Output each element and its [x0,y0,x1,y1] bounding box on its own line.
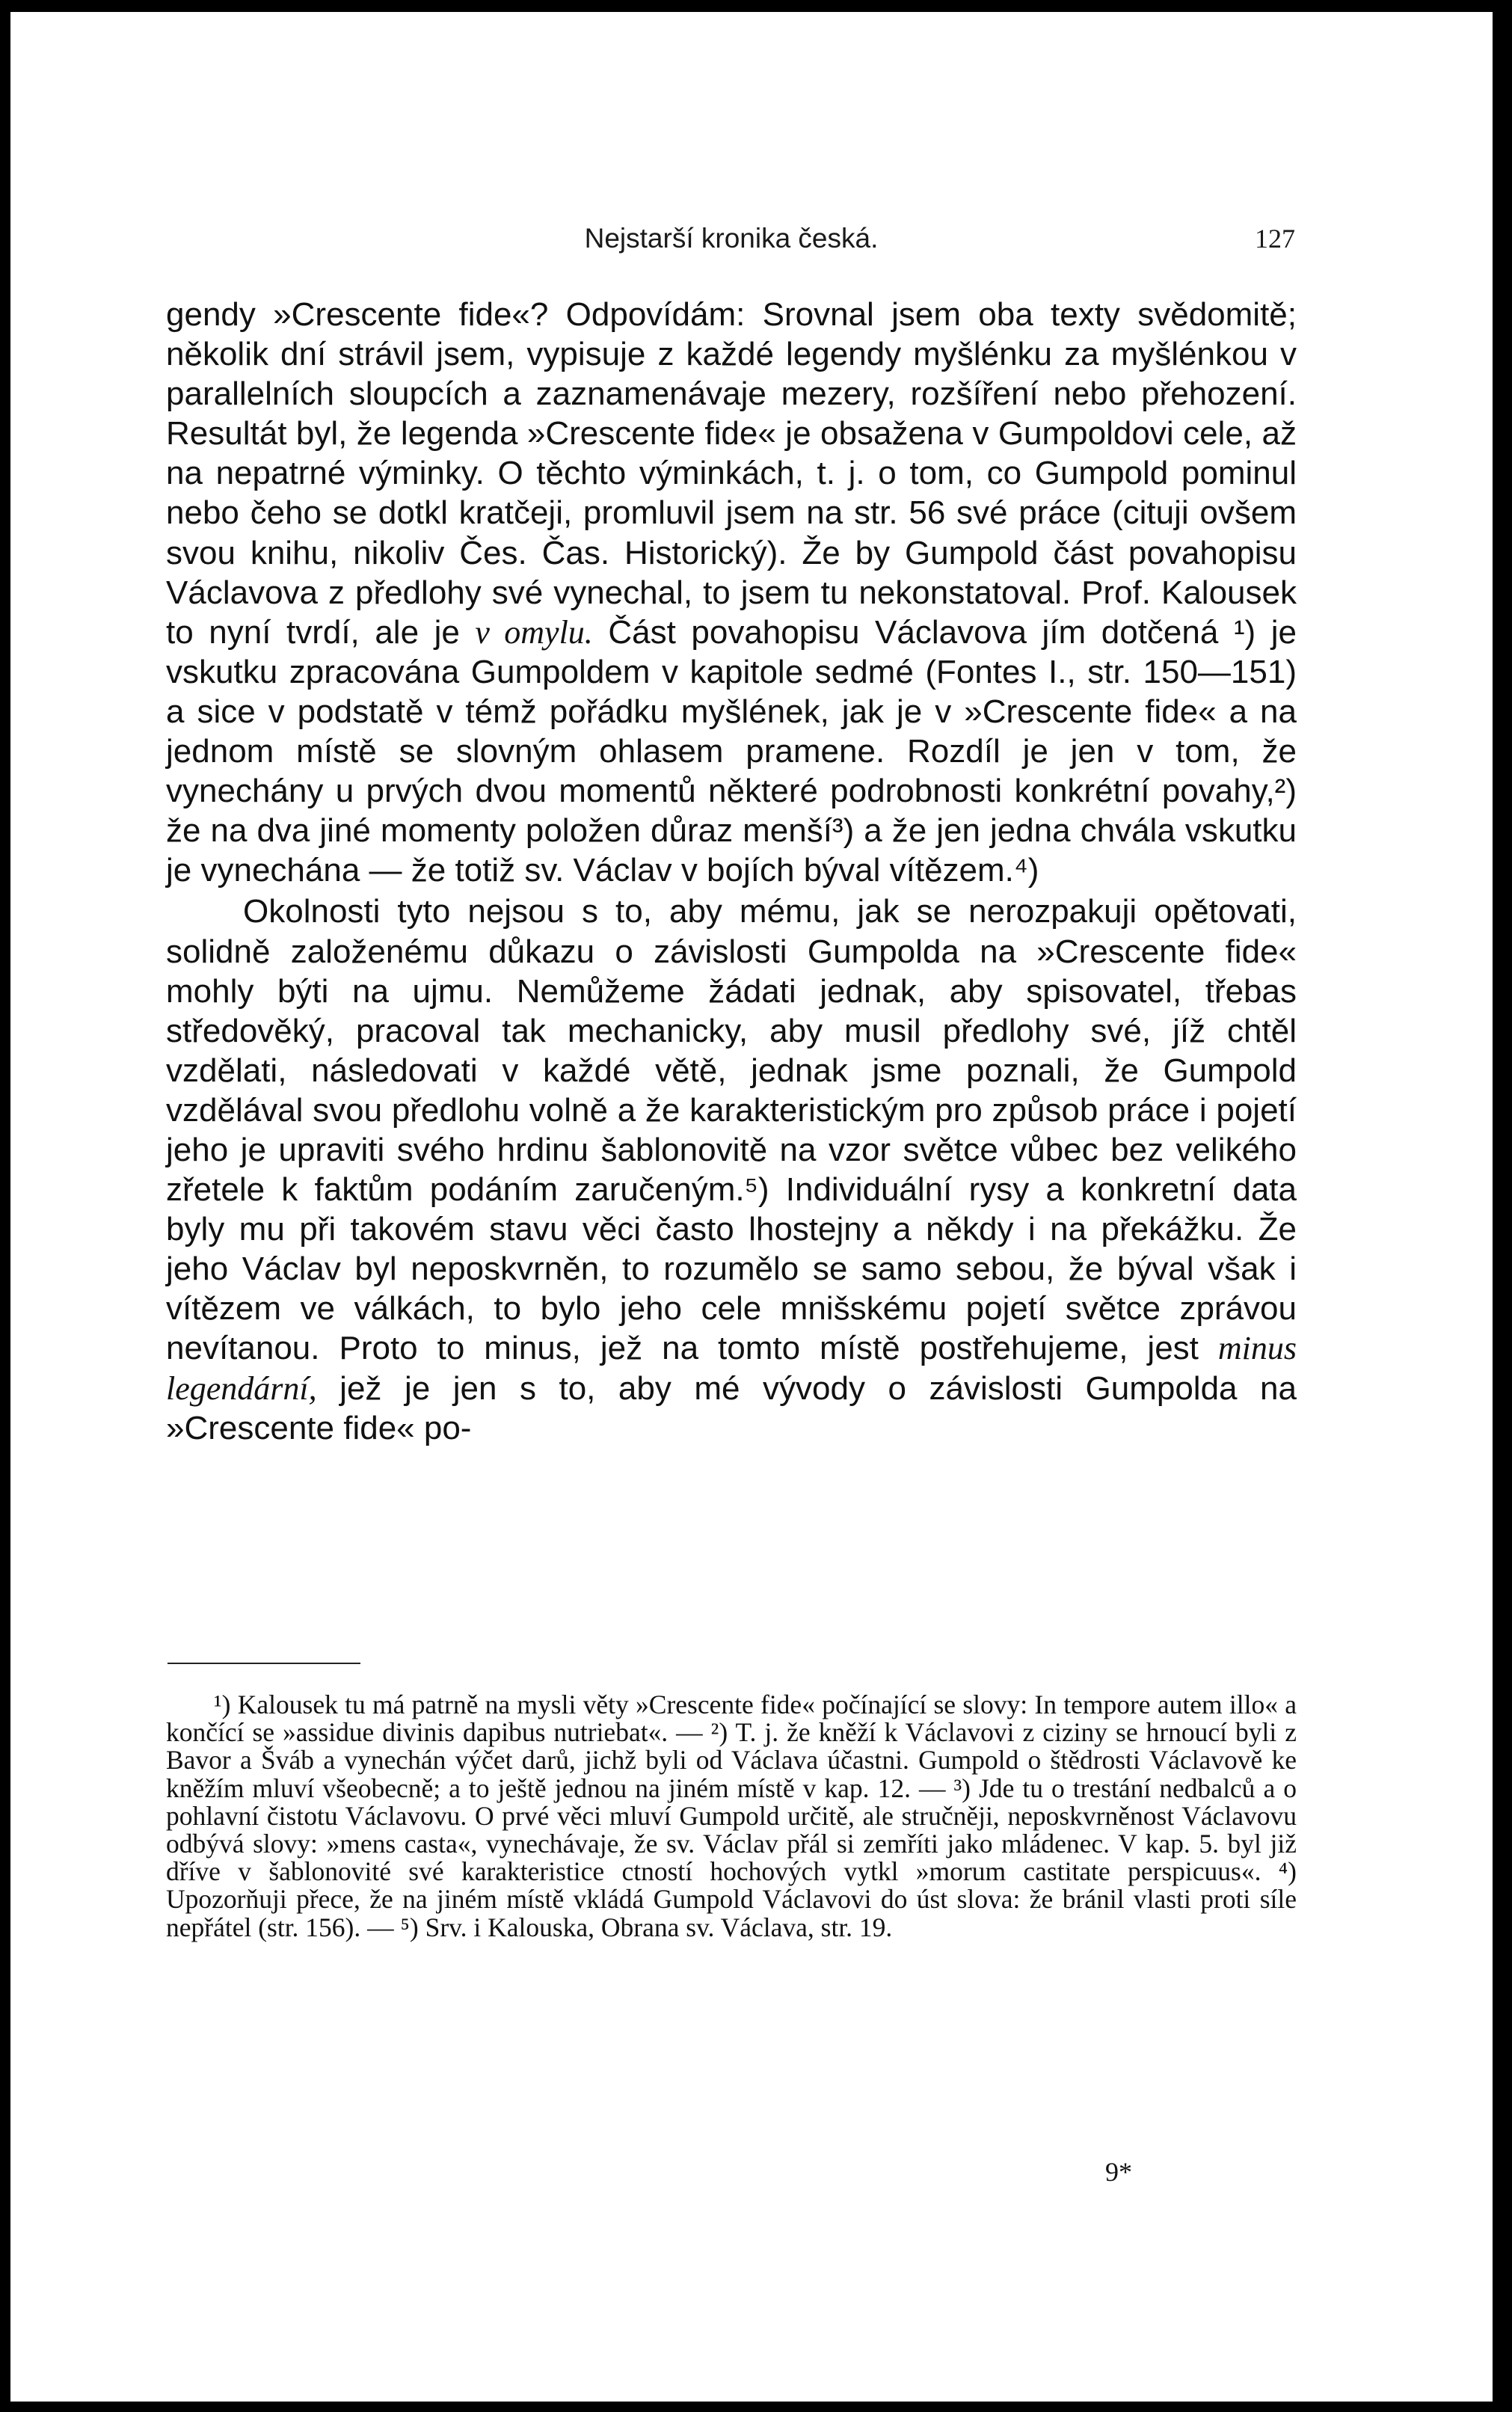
page-number: 127 [1255,224,1295,254]
footnote-separator [168,1663,360,1664]
paragraph [166,892,1297,1447]
main-text [166,295,1297,1448]
paragraph-italic: v omylu. [475,613,593,651]
paragraph-italic: minus legendární, [166,1330,1297,1407]
header-title: Nejstarší kronika česká. [584,223,879,254]
running-header [168,215,1295,260]
paragraph-text: jež je jen s to, aby mé vývody o závislosti Gumpolda na »Crescente fide« po- [166,1369,1297,1446]
signature-mark: 9* [1105,2157,1132,2187]
paragraph-text: Část povahopisu Václavova jím dotčená ¹) je vskutku zpracována Gumpoldem v kapitole sedmé (Fontes I., str. 150—151) a sice v podstatě v témž pořádku myšlének, jak je v »Crescente fide« a na jednom místě se slovným ohlasem pramene. Rozdíl je jen v tom, že vynechány u prvých dvou momentů některé podrobnosti konkrétní povahy,²) že na dva jiné momenty položen důraz menší³) a že jen jedna chvála vskutku je vynechána — že totiž sv. Václav v bojích býval vítězem.⁴) [166,613,1297,889]
paragraph-text: gendy »Crescente fide«? Odpovídám: Srovnal jsem oba texty svědomitě; několik dní strávil jsem, vypisuje z každé legendy myšlénku za myšlénkou v parallelních sloupcích a zaznamenávaje mezery, rozšíření nebo přehození. Resultát byl, že legenda »Crescente fide« je obsažena v Gumpoldovi cele, až na nepatrné výminky. O těchto výminkách, t. j. o tom, co Gumpold pominul nebo čeho se dotkl kratčeji, promluvil jsem na str. 56 své práce (cituji ovšem svou knihu, nikoliv Čes. Čas. Historický). Že by Gumpold část povahopisu Václavova z předlohy své vynechal, to jsem tu nekonstatoval. Prof. Kalousek to nyní tvrdí, ale je [166,296,1297,651]
paragraph [166,295,1297,890]
paragraph-text: Okolnosti tyto nejsou s to, aby mému, jak se nerozpakuji opětovati, solidně založenému důkazu o závislosti Gumpolda na »Crescente fide« mohly býti na ujmu. Nemůžeme žádati jednak, aby spisovatel, třebas středověký, pracoval tak mechanicky, aby musil předlohy své, jíž chtěl vzdělati, následovati v každé větě, jednak jsme poznali, že Gumpold vzdělával svou předlohu volně a že karakteristickým pro způsob práce i pojetí jeho je upraviti svého hrdinu šablonovitě na vzor světce vůbec bez velikého zřetele k faktům podáním zaručeným.⁵) Individuální rysy a konkretní data byly mu při takovém stavu věci často lhostejny a někdy i na překážku. Že jeho Václav byl neposkvrněn, to rozumělo se samo sebou, že býval však i vítězem ve válkách, to bylo jeho cele mnišskému pojetí světce zprávou nevítanou. Proto to minus, jež na tomto místě postřehujeme, jest [166,893,1297,1367]
footnotes [166,1691,1297,1942]
footnote-text: ¹) Kalousek tu má patrně na mysli věty »Crescente fide« počínající se slovy: In tempore autem illo« a končící se »assidue divinis dapibus nutriebat«. — ²) T. j. že kněží k Václavovi z ciziny se hrnoucí byli z Bavor a Šváb a vynechán výčet darů, jichž byli od Václava účastni. Gumpold o štědrosti Václavově ke kněžím mluví všeobecně; a to ještě jednou na jiném místě v kap. 12. — ³) Jde tu o trestání nedbalců a o pohlavní čistotu Václavovu. O prvé věci mluví Gumpold určitě, ale stručněji, neposkvrněnost Václavovu odbývá slovy: »mens casta«, vynechávaje, že sv. Václav přál si zemříti jako mládenec. V kap. 5. byl již dříve v šablonovité své karakteristice ctností hochových vytkl »morum castitate perspicuus«. ⁴) Upozorňuji přece, že na jiném místě vkládá Gumpold Václavovi do úst slova: že bránil vlasti proti síle nepřátel (str. 156). — ⁵) Srv. i Kalouska, Obrana sv. Václava, str. 19. [166,1690,1297,1942]
